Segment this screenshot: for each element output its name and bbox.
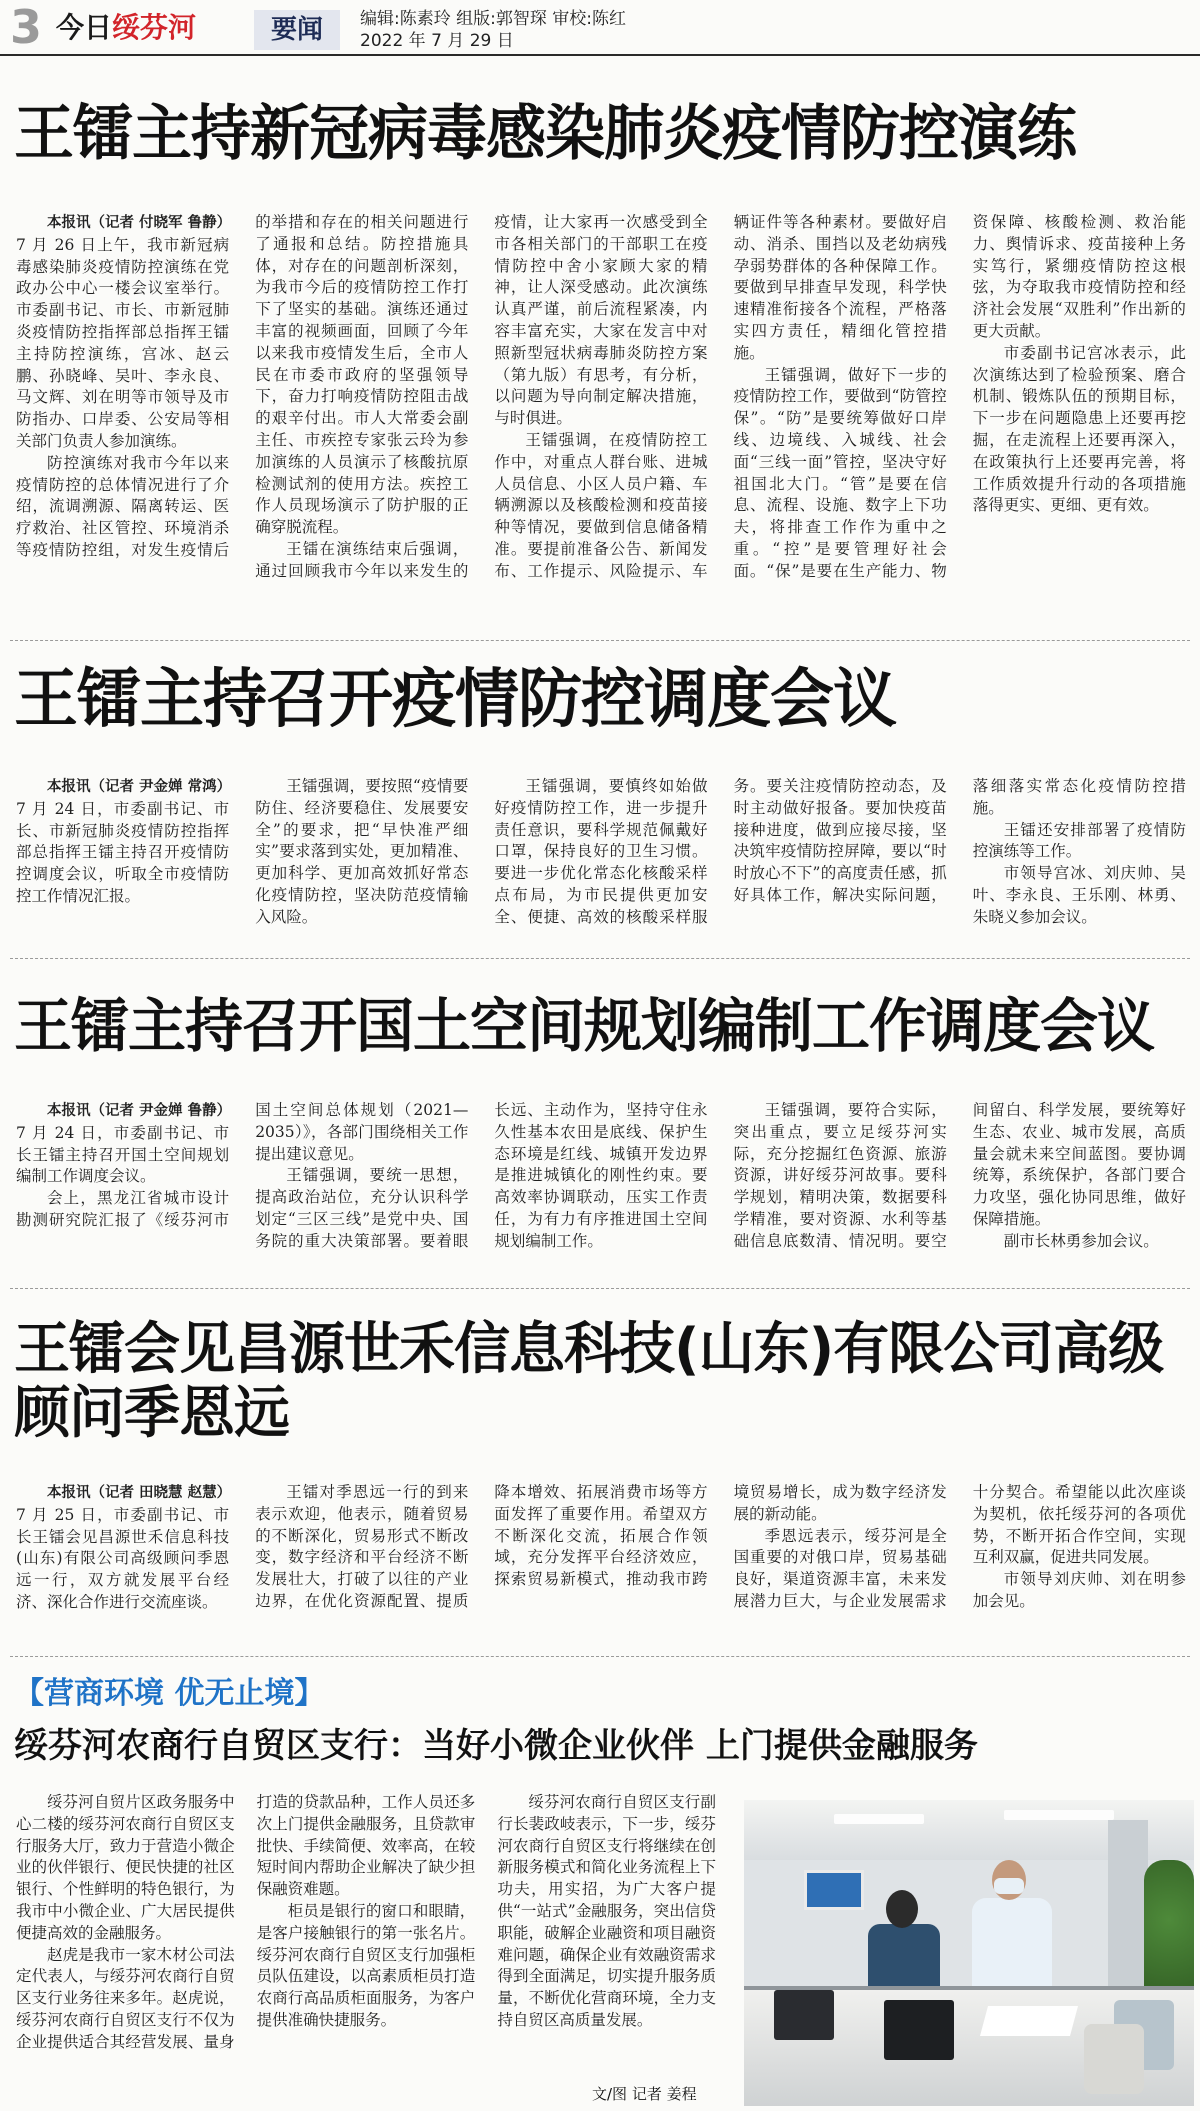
article-2-paragraph: 王镭还安排部署了疫情防控演练等工作。 — [972, 820, 1186, 861]
article-4-text — [16, 1482, 1186, 1632]
article-3-body — [16, 1100, 1186, 1262]
article-1-body — [16, 212, 1186, 596]
article-2-paragraph: 7 月 24 日，市委副书记、市长、市新冠肺炎疫情防控指挥部总指挥王镭主持召开疫情防控调度会议，听取全市疫情防控工作情况汇报。 — [16, 799, 230, 905]
article-1-paragraph: 7 月 26 日上午，我市新冠病毒感染肺炎疫情防控演练在党政办公中心一楼会议室举行。市委副书记、市长、市新冠肺炎疫情防控指挥部总指挥王镭主持防控演练，宫冰、赵云鹏、孙晓峰、吴叶、李永良、马文辉、刘在明等市领导及市防指办、口岸委、公安局等相关部门负责人参加演练。 — [16, 235, 230, 450]
wall-sign — [804, 1870, 864, 1910]
article-4-paragraph: 王镭对季恩远一行的到来表示欢迎，他表示，随着贸易的不断深化，贸易形式不断改变，数字经济和平台经济不断发展壮大，打破了以往的产业边界，在优化资源配置、提质降本增效、拓展消费市场等方面发挥了重要作用。希望双方不断深化交流，拓展合作领域，充分发挥平台经济效应，探索贸易新模式，推动我市跨境贸易增长，成为数字经济发展的新动能。 — [255, 1483, 947, 1610]
divider — [10, 640, 1190, 641]
article-2-headline: 王镭主持召开疫情防控调度会议 — [14, 663, 896, 737]
feature-credit: 文/图 记者 姜程 — [592, 2085, 697, 2103]
article-3-headline: 王镭主持召开国土空间规划编制工作调度会议 — [14, 992, 1155, 1060]
feature-paragraph: 绥芬河自贸片区政务服务中心二楼的绥芬河农商行自贸区支行服务大厅，致力于营造小微企业的伙伴银行、便民快捷的社区银行、个性鲜明的特色银行，为我市中小微企业、广大居民提供便捷高效的金融服务。 — [16, 1793, 235, 1942]
newspaper-logo — [56, 12, 196, 44]
article-3-paragraph: 7 月 24 日，市委副书记、市长王镭主持召开国土空间规划编制工作调度会议。 — [16, 1123, 230, 1186]
article-1-text — [16, 212, 1186, 596]
section-label: 要闻 — [254, 10, 340, 50]
article-1-paragraph: 王镭强调，在疫情防控工作中，对重点人群台账、进城人员信息、小区人员户籍、车辆溯源以及核酸检测和疫苗接种等情况，要做到信息储备精准。要提前准备公告、新闻发布、工作提示、风险提示、车辆证件等各种素材。要做好启动、消杀、围挡以及老幼病残孕弱势群体的各种保障工作。要做到早排查早发现，科学快速精准衔接各个流程，严格落实四方责任，精细化管控措施。 — [494, 213, 947, 580]
article-1-headline: 王镭主持新冠病毒感染肺炎疫情防控演练 — [14, 99, 1076, 169]
issue-date: 2022 年 7 月 29 日 — [360, 31, 514, 51]
ceiling-light — [1004, 1810, 1114, 1820]
logo-prefix: 今日 — [56, 11, 113, 44]
article-3-text — [16, 1100, 1186, 1262]
edit-info — [360, 8, 626, 52]
feature-text — [16, 1792, 716, 2094]
article-3-byline: 本报讯（记者 尹金婵 鲁静） — [47, 1103, 232, 1119]
feature-tag: 【营商环境 优无止境】 — [14, 1676, 325, 1711]
article-1-paragraph: 防控演练对我市今年以来疫情防控的总体情况进行了介绍，流调溯源、隔离转运、医疗救治、社区管控、环境消杀等疫情防控组，对发生疫情后的举措和存在的相关问题进行了通报和总结。防控措施具体，对存在的问题剖析深刻，为我市今后的疫情防控工作打下了坚实的基础。演练还通过丰富的视频画面，回顾了今年以来我市疫情发生后，全市人民在市委市政府的坚强领导下，奋力打响疫情防控阻击战的艰辛付出。市人大常委会副主任、市疾控专家张云玲为参加演练的人员演示了核酸抗原检测试剂的使用方法。疾控工作人员现场演示了防护服的正确穿脱流程。 — [16, 213, 469, 559]
article-1-paragraph: 市委副书记宫冰表示，此次演练达到了检验预案、磨合机制、锻炼队伍的预期目标，下一步在问题隐患上还要再挖掘，在走流程上还要再深入，在政策执行上还要再完善，将工作质效提升行动的各项措施落得更实、更细、更有效。 — [972, 343, 1186, 515]
article-3-paragraph: 副市长林勇参加会议。 — [1003, 1231, 1159, 1250]
masthead — [0, 0, 1200, 56]
document-paper — [980, 2006, 1078, 2036]
article-1-byline: 本报讯（记者 付晓军 鲁静） — [47, 215, 232, 231]
article-1-paragraph: 王镭在演练结束后强调，通过回顾我市今年以来发生的疫情，让大家再一次感受到全市各相关部门的干部职工在疫情防控中舍小家顾大家的精神，让人深受感动。此次演练认真严谨，前后流程紧凑，内容丰富充实，大家在发言中对照新型冠状病毒肺炎防控方案（第九版）有思考，有分析，以问题为导向制定解决措施，与时俱进。 — [255, 213, 708, 580]
article-2-paragraph: 王镭强调，要按照“疫情要防住、经济要稳住、发展要安全”的要求，把“早快准严细实”要求落到实处，更加精准、更加科学、更加高效抓好常态化疫情防控，坚决防范疫情输入风险。 — [255, 777, 469, 926]
divider — [10, 1288, 1190, 1289]
article-2-paragraph: 市领导宫冰、刘庆帅、吴叶、李永良、王乐刚、林勇、朱晓义参加会议。 — [972, 864, 1186, 926]
feature-body — [16, 1792, 716, 2094]
customer-head — [886, 1890, 918, 1928]
feature-paragraph: 柜员是银行的窗口和眼睛，是客户接触银行的第一张名片。绥芬河农商行自贸区支行加强柜员队伍建设，以高素质柜员打造农商行高品质柜面服务，为客户提供准确快捷服务。 — [256, 1901, 476, 2029]
page-number: 3 — [10, 0, 43, 54]
logo-name: 绥芬河 — [112, 11, 197, 44]
article-2-text — [16, 776, 1186, 938]
feature-title: 绥芬河农商行自贸区支行：当好小微企业伙伴 上门提供金融服务 — [14, 1726, 978, 1766]
article-2-body — [16, 776, 1186, 938]
face-mask — [994, 1878, 1024, 1894]
monitor — [774, 1990, 834, 2040]
bank-counter-photo — [744, 1800, 1194, 2106]
article-4-body — [16, 1482, 1186, 1632]
divider — [10, 958, 1190, 959]
staff-credits: 编辑:陈素玲 组版:郭智琛 审校:陈红 — [360, 9, 626, 29]
article-4-paragraph: 季恩远表示，绥芬河是全国重要的对俄口岸，贸易基础良好，渠道资源丰富，未来发展潜力巨大，与企业发展需求十分契合。希望能以此次座谈为契机，依托绥芬河的各项优势，不断开拓合作空间，实现互利双赢，促进共同发展。 — [733, 1483, 1186, 1610]
article-4-paragraph: 7 月 25 日，市委副书记、市长王镭会见昌源世禾信息科技(山东)有限公司高级顾问季恩远一行，双方就发展平台经济、深化合作进行交流座谈。 — [16, 1505, 230, 1611]
divider — [10, 1656, 1190, 1657]
container — [1084, 2024, 1144, 2094]
article-4-byline: 本报讯（记者 田晓慧 赵慧） — [47, 1485, 232, 1501]
article-3-paragraph: 王镭强调，要统一思想，提高政治站位，充分认识科学划定“三区三线”是党中央、国务院的重大决策部署。要着眼长远、主动作为，坚持守住永久性基本农田是底线、保护生态环境是红线、城镇开发边界是推进城镇化的刚性约束。要高效率协调联动，压实工作责任，为有力有序推进国土空间规划编制工作。 — [255, 1101, 708, 1250]
monitor — [884, 2000, 954, 2060]
ceiling-light — [834, 1814, 924, 1824]
article-1-paragraph: 王镭强调，做好下一步的疫情防控工作，要做到“防管控保”。“防”是要统筹做好口岸线、边境线、入城线、社会面“三线一面”管控，坚决守好祖国北大门。“管”是要在信息、流程、设施、数字上下功夫，将排查工作作为重中之重。“控”是要管理好社会面。“保”是要在生产能力、物资保障、核酸检测、救治能力、舆情诉求、疫苗接种上务实笃行，紧绷疫情防控这根弦，为夺取我市疫情防控和经济社会发展“双胜利”作出新的更大贡献。 — [733, 213, 1186, 580]
feature-paragraph: 绥芬河农商行自贸区支行副行长裴政岐表示，下一步，绥芬河农商行自贸区支行将继续在创新服务模式和简化业务流程上下功夫，用实招，为广大客户提供“一站式”金融服务，突出信贷职能，破解企业融资和项目融资难问题，确保企业有效融资需求得到全面满足，切实提升服务质量，不断优化营商环境，全力支持自贸区高质量发展。 — [497, 1793, 716, 2029]
article-2-paragraph: 王镭强调，要慎终如始做好疫情防控工作，进一步提升责任意识，要科学规范佩戴好口罩，保持良好的卫生习惯。要进一步优化常态化核酸采样点布局，为市民提供更加安全、便捷、高效的核酸采样服务。要关注疫情防控动态，及时主动做好报备。要加快疫苗接种进度，做到应接尽接，坚决筑牢疫情防控屏障，要以“时时放心不下”的高度责任感，抓好具体工作，解决实际问题，落细落实常态化疫情防控措施。 — [494, 777, 1186, 926]
article-3-paragraph: 王镭强调，要符合实际，突出重点，要立足绥芬河实际，充分挖掘红色资源、旅游资源，讲好绥芬河故事。要科学规划，精明决策，数据要科学精准，要对资源、水利等基础信息底数清、情况明。要空间留白、科学发展，要统筹好生态、农业、城市发展，高质量会就未来空间蓝图。要协调统筹，系统保护，各部门要合力攻坚，强化协同思维，做好保障措施。 — [733, 1101, 1186, 1250]
article-2-byline: 本报讯（记者 尹金婵 常鸿） — [47, 779, 232, 795]
feature-paragraph: 赵虎是我市一家木材公司法定代表人，与绥芬河农商行自贸区支行业务往来多年。赵虎说，绥芬河农商行自贸区支行不仅为企业提供适合其经营发展、量身打造的贷款品种，工作人员还多次上门提供金融服务，且贷款审批快、手续简便、效率高，在较短时间内帮助企业解决了缺少担保融资难题。 — [16, 1793, 476, 2051]
article-4-headline: 王镭会见昌源世禾信息科技(山东)有限公司高级顾问季恩远 — [14, 1317, 1164, 1446]
article-4-paragraph: 市领导刘庆帅、刘在明参加会见。 — [972, 1570, 1186, 1610]
article-3-paragraph: 会上，黑龙江省城市设计勘测研究院汇报了《绥芬河市国土空间总体规划（2021—2035）》，各部门围绕相关工作提出建议意见。 — [16, 1101, 469, 1229]
